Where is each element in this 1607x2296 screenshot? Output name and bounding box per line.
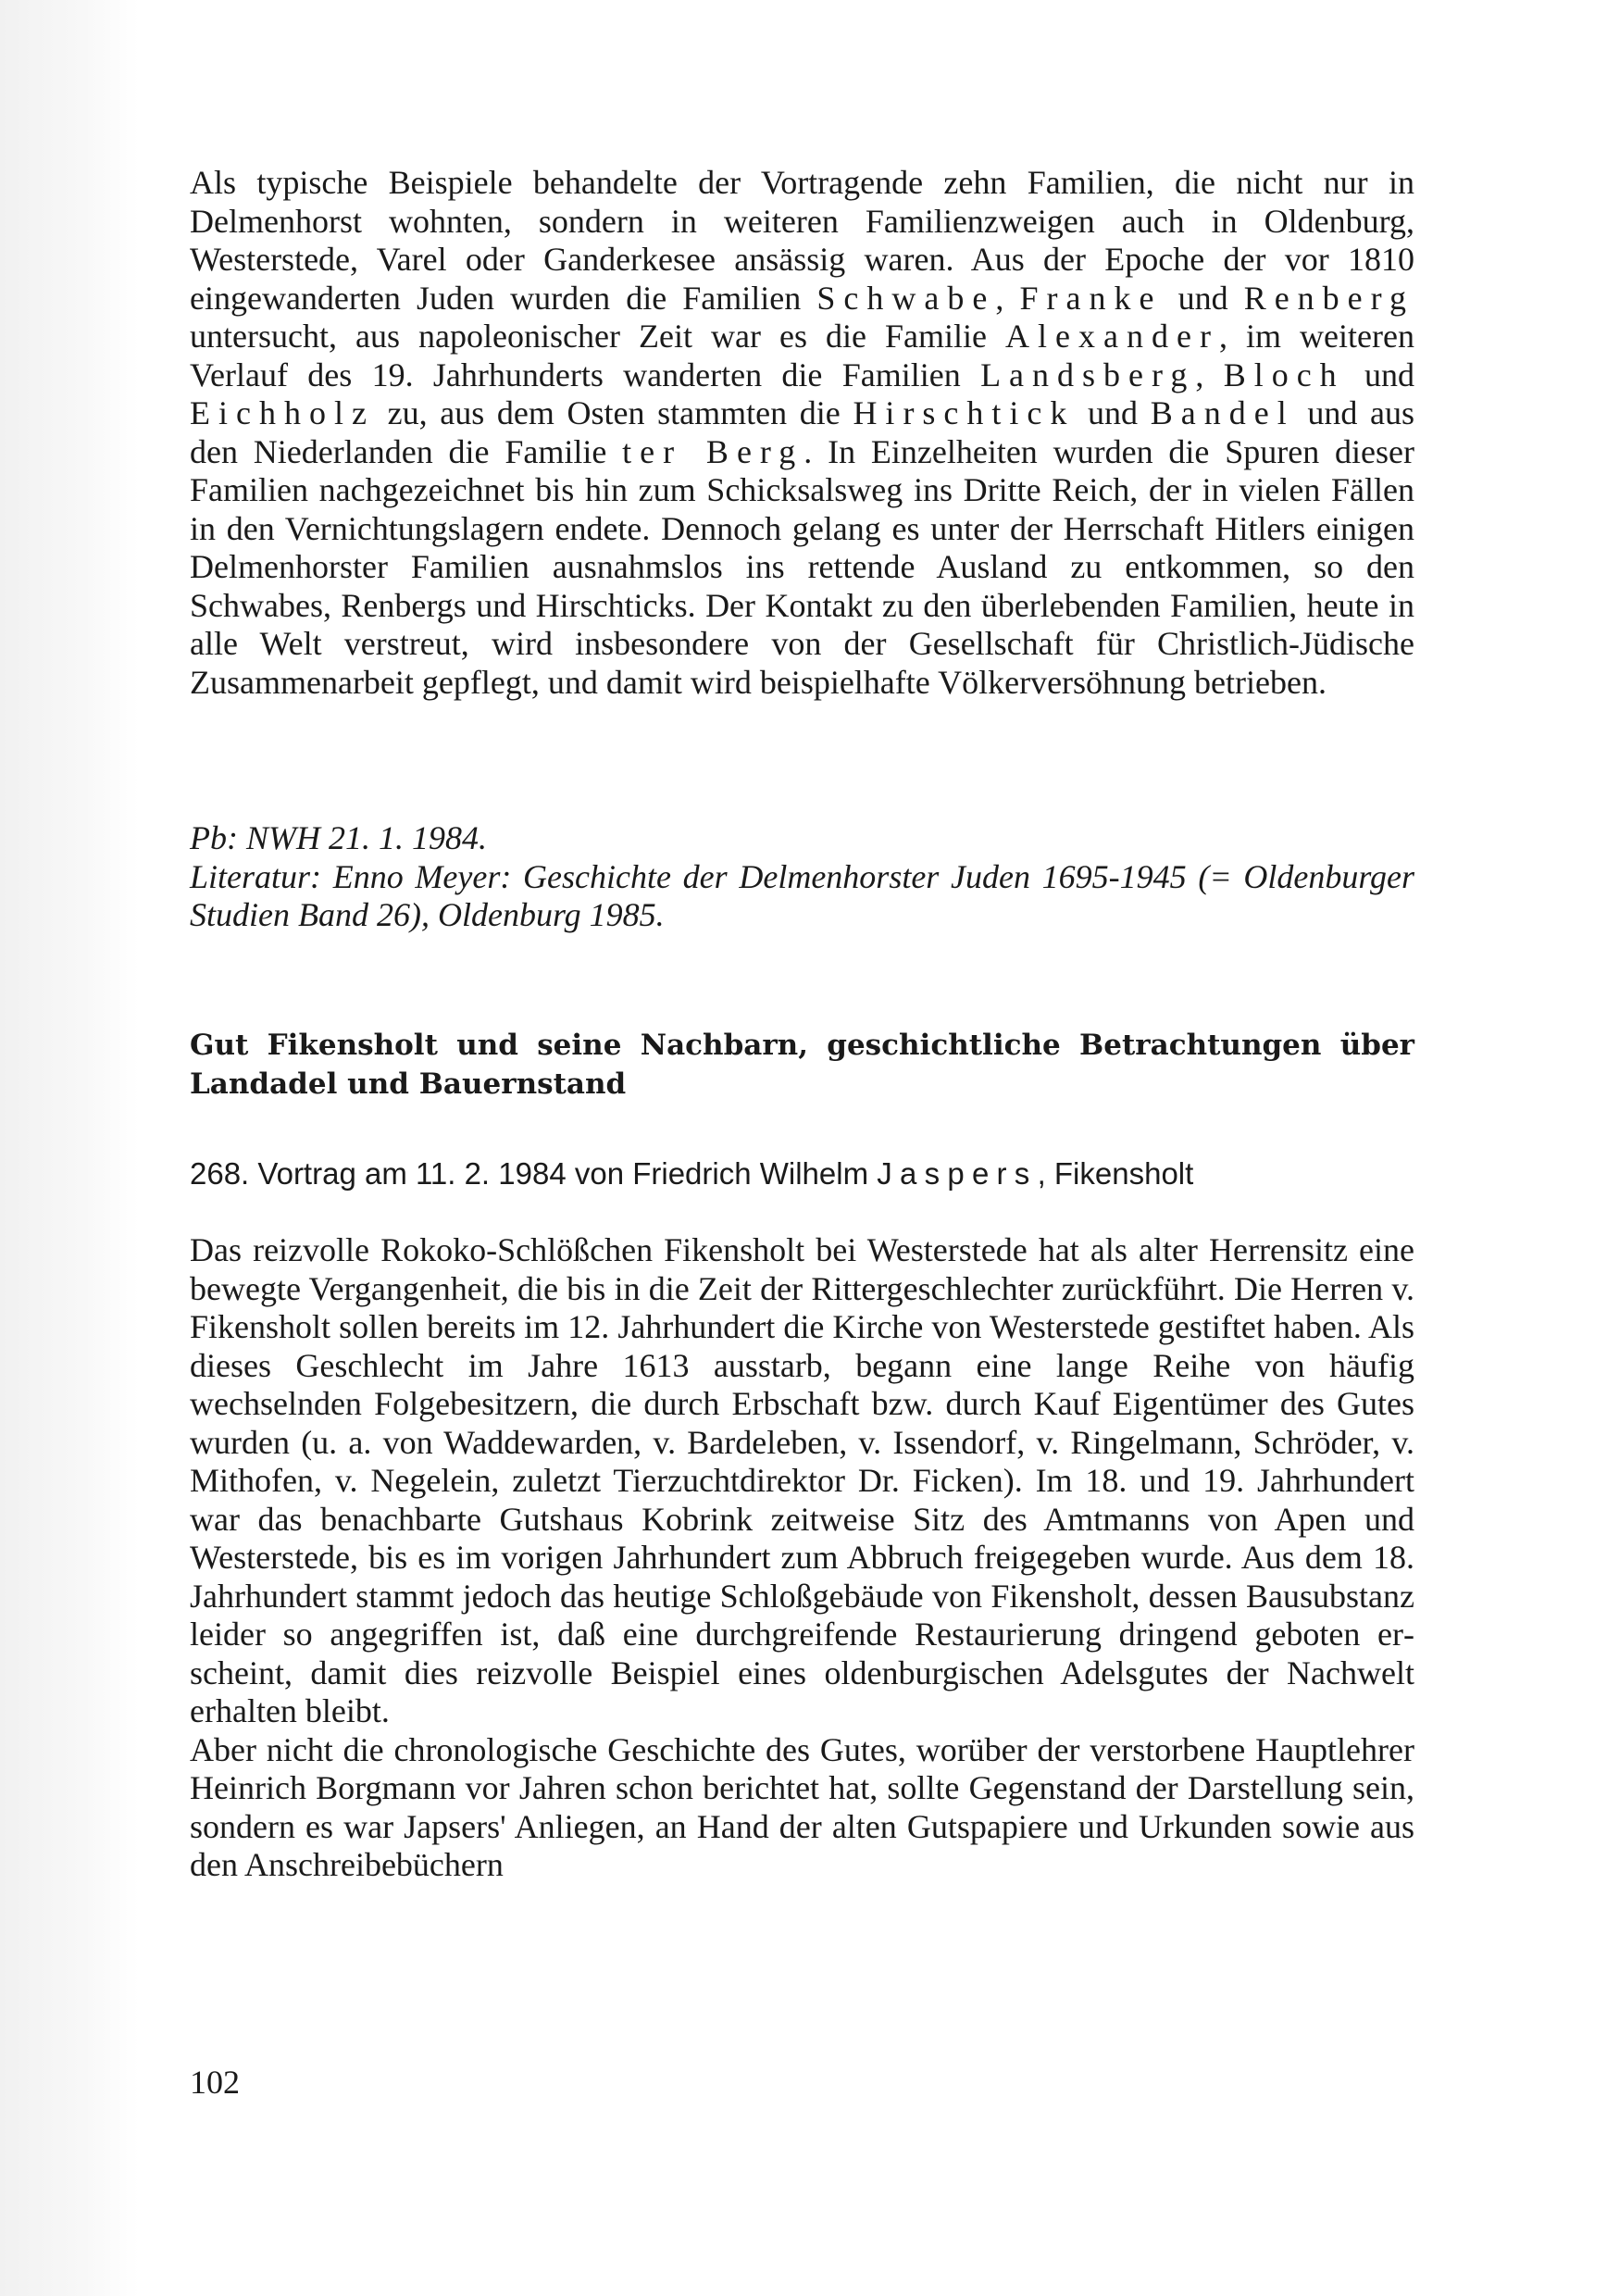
press-reference: Pb: NWH 21. 1. 1984. xyxy=(190,819,487,856)
family-name-schwabe: Schwabe xyxy=(816,279,996,317)
separator: und xyxy=(1344,356,1415,393)
separator: und xyxy=(1162,279,1244,317)
fikensholt-paragraph: Das reizvolle Rokoko-Schlößchen Fikensholt bei Westerstede hat als alter Herrensitz eine bewegte Vergangenheit, die bis in die Zeit der Rittergeschlechter zurückführt. Die Herren v. Fikensholt sollen bereits im 12. Jahrhundert die Kirche von Westerstede gestiftet haben. Als dieses Geschlecht im Jahre 1613 ausstarb, begann eine lange Reihe von häufig wechselnden Folgebesitzern, die durch Erbschaft bzw. durch Kauf Eigentümer des Gutes wurden (u. a. von Waddewarden, v. Bardeleben, v. Issendorf, v. Ringelmann, Schröder, v. Mithofen, v. Negelein, zuletzt Tierzuchtdirektor Dr. Ficken). Im 18. und 19. Jahrhundert war das benachbarte Gutshaus Kobrink zeitweise Sitz des Amtmanns von Apen und Westerstede, bis es im vorigen Jahrhundert zum Abbruch freigegeben wurde. Aus dem 18. Jahrhundert stammt jedoch das heutige Schloßgebäude von Fikensholt, dessen Bausubstanz leider so angegriffen ist, daß eine durchgreifende Restaurierung dringend geboten erscheint, damit dies reizvolle Beispiel eines oldenburgischen Adelsgutes der Nachwelt erhalten bleibt. xyxy=(190,1231,1414,1729)
scan-edge-shading xyxy=(0,0,139,2296)
paragraph-text-segment: zu, aus dem Osten stammten die xyxy=(374,394,853,431)
paragraph-text-segment: und aus den Niederlanden die Familie xyxy=(190,394,1415,470)
family-name-hirschtick: Hirschtick xyxy=(853,394,1076,431)
fikensholt-text xyxy=(190,1231,1414,1885)
history-paragraph: Aber nicht die chronologische Geschichte des Gutes, worüber der verstorbene Hauptlehrer Heinrich Borgmann vor Jahren schon berichtet hat, sollte Gegenstand der Darstellung sein, sondern es war Japsers' Anliegen, an Hand der alten Gutspapiere und Urkunden sowie aus den Anschreibebüchern xyxy=(190,1730,1414,1883)
references-block xyxy=(190,819,1414,935)
separator: , xyxy=(995,279,1020,317)
page-number: 102 xyxy=(190,2064,240,2101)
lecture-date-prefix: 268. Vortrag am 11. 2. 1984 von Friedrich Wilhelm xyxy=(190,1156,878,1191)
family-name-landsberg: Landsberg xyxy=(980,356,1196,393)
family-name-franke: Franke xyxy=(1019,279,1163,317)
lecture-location: , Fikensholt xyxy=(1037,1156,1194,1191)
family-name-bloch: Bloch xyxy=(1223,356,1345,393)
paragraph-text-segment: untersucht, aus napoleonischer Zeit war es die Familie xyxy=(190,318,1006,355)
separator: , xyxy=(1195,356,1224,393)
separator: und xyxy=(1075,394,1151,431)
paragraph-text-segment: , im weiteren Verlauf des 19. Jahrhunderts wanderten die Familien xyxy=(190,318,1414,393)
family-name-eichholz: Eichholz xyxy=(190,394,375,431)
families-paragraph xyxy=(190,164,1414,702)
family-name-bandel: Bandel xyxy=(1150,394,1295,431)
family-name-ter-berg: ter Berg xyxy=(622,432,804,470)
family-name-renberg: Renberg xyxy=(1243,279,1414,317)
paragraph-intro: Als typische Beispiele behandelte der Vortragende zehn Familien, die nicht nur in Delmenhorst wohnten, sondern in weiteren Familienzweigen auch in Oldenburg, Westerstede, Varel oder Ganderkesee ansässig waren. Aus der Epoche der vor 1810 eingewanderten Juden wurden die Familien xyxy=(190,164,1414,317)
section-heading: Gut Fikensholt und seine Nachbarn, geschichtliche Betrachtungen über Landadel und Bauernstand xyxy=(190,1029,1414,1101)
lecture-info xyxy=(190,1154,1414,1193)
families-paragraph-text xyxy=(190,164,1414,702)
lecturer-surname: Jaspers xyxy=(877,1156,1038,1191)
paragraph-text-segment: . In Einzelheiten wurden die Spuren dieser Familien nachgezeichnet bis hin zum Schicksalsweg ins Dritte Reich, der in vielen Fällen in den Vernichtungslagern endete. Dennoch gelang es unter der Herrschaft Hitlers einigen Delmenhorster Familien ausnahmslos ins rettende Ausland zu entkommen, so den Schwabes, Renbergs und Hirschticks. Der Kontakt zu den überlebenden Familien, heute in alle Welt verstreut, wird insbesondere von der Gesellschaft für Christlich-Jüdische Zusammenarbeit gepflegt, und damit wird beispielhafte Völkerversöhnung betrieben. xyxy=(190,432,1414,701)
literature-reference: Literatur: Enno Meyer: Geschichte der Delmenhorster Juden 1695-1945 (= Oldenburger Studien Band 26), Oldenburg 1985. xyxy=(190,857,1414,933)
family-name-alexander: Alexander xyxy=(1005,318,1219,355)
